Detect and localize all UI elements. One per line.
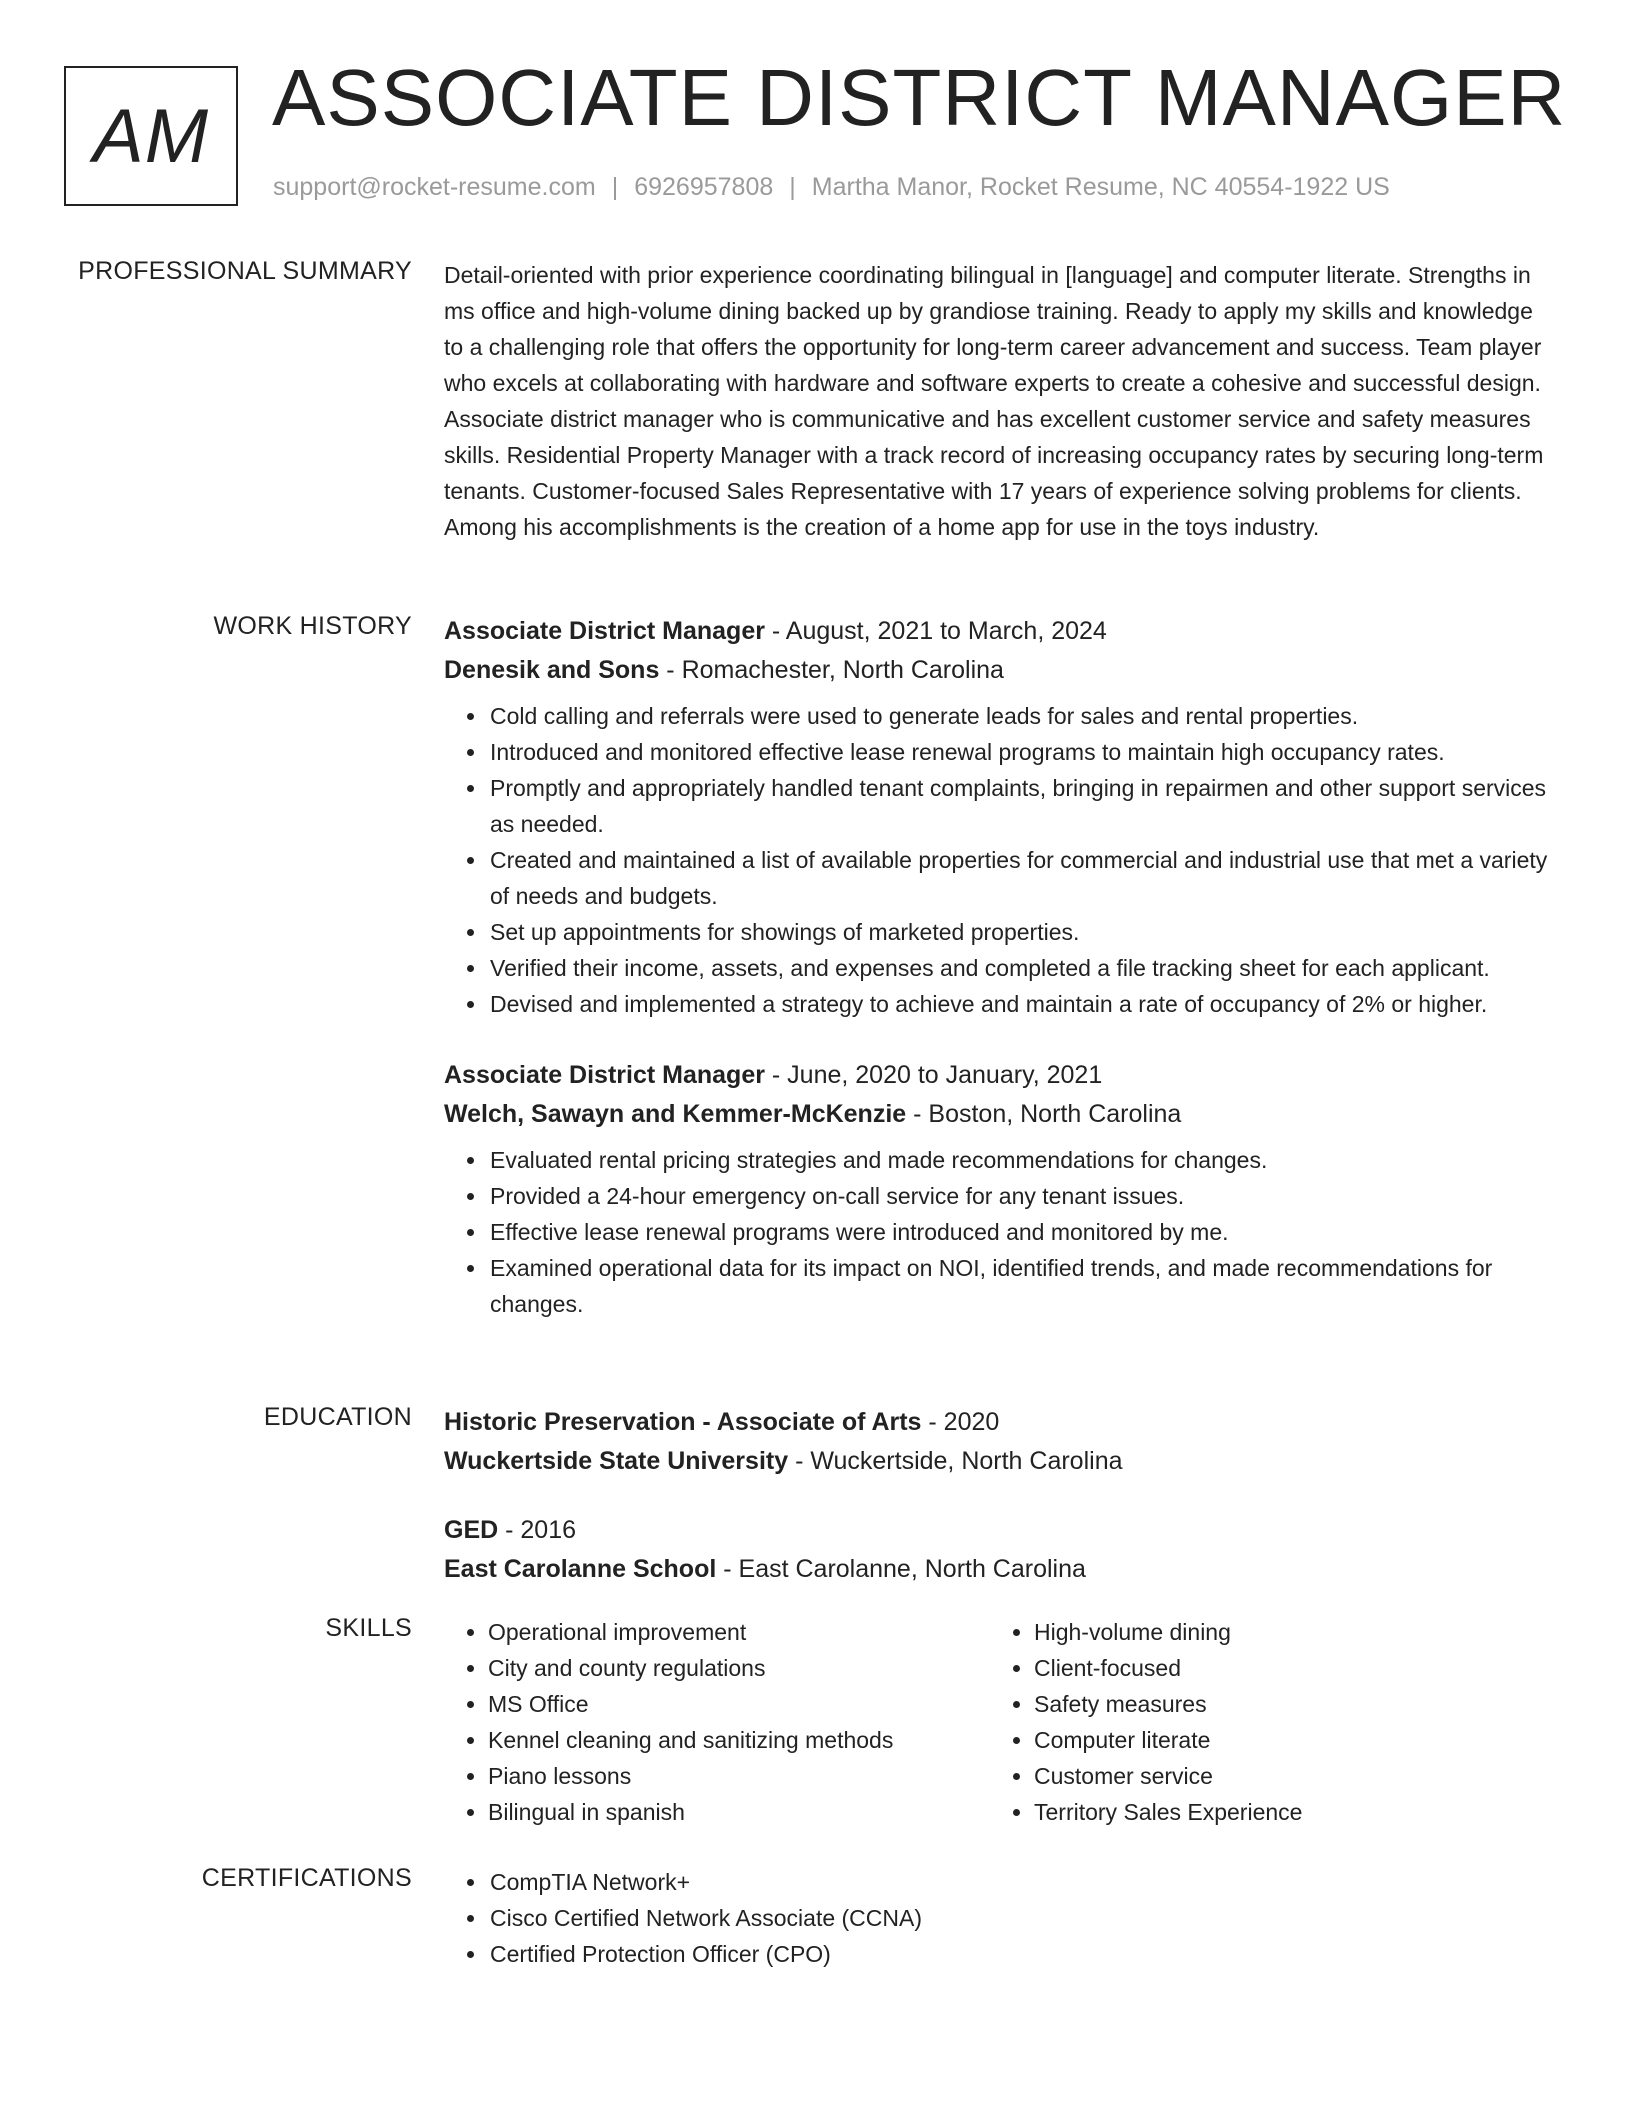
list-item: • Cold calling and referrals were used to generate leads for sales and rental properties. <box>488 698 1554 734</box>
school-line <box>444 1550 1554 1589</box>
list-item: • Promptly and appropriately handled tenant complaints, bringing in repairmen and other support services as needed. <box>488 770 1554 842</box>
job-company: Welch, Sawayn and Kemmer-McKenzie <box>444 1100 907 1128</box>
list-item: • Piano lessons <box>488 1758 990 1794</box>
contact-address: Martha Manor, Rocket Resume, NC 40554-1922 US <box>811 173 1390 201</box>
section-label-certifications: CERTIFICATIONS <box>201 1864 412 1892</box>
job-bullet-list <box>444 698 1554 1022</box>
job-entry <box>444 612 1554 1022</box>
certifications-body <box>444 1864 1554 1972</box>
job-company: Denesik and Sons <box>444 656 660 684</box>
job-title: Associate District Manager <box>444 617 765 645</box>
skills-column-right <box>990 1614 1302 1830</box>
job-company-line <box>444 651 1554 690</box>
contact-separator: | <box>789 173 796 201</box>
degree-year: - 2016 <box>498 1516 577 1544</box>
list-item: • Client-focused <box>1034 1650 1302 1686</box>
list-item: • Created and maintained a list of available properties for commercial and industrial use that met a variety of needs and budgets. <box>488 842 1554 914</box>
skills-columns <box>444 1614 1554 1830</box>
degree-line <box>444 1403 1554 1442</box>
list-item: • Examined operational data for its impact on NOI, identified trends, and made recommendations for changes. <box>488 1250 1554 1322</box>
job-company-line <box>444 1095 1554 1134</box>
list-item: • City and county regulations <box>488 1650 990 1686</box>
list-item: • MS Office <box>488 1686 990 1722</box>
skills-body <box>444 1614 1554 1830</box>
skills-column-left <box>444 1614 990 1830</box>
school-name: East Carolanne School <box>444 1555 717 1583</box>
school-name: Wuckertside State University <box>444 1447 789 1475</box>
school-location: - East Carolanne, North Carolina <box>716 1555 1086 1583</box>
degree-name: Historic Preservation - Associate of Arts <box>444 1408 922 1436</box>
degree-name: GED <box>444 1516 499 1544</box>
summary-text: Detail-oriented with prior experience coordinating bilingual in [language] and computer literate. Strengths in ms office and high-volume dining backed up by grandiose training. Ready to apply my skills and knowledge to a challenging role that offers the opportunity for long-term career advancement and success. Team player who excels at collaborating with hardware and software experts to create a cohesive and successful design. Associate district manager who is communicative and has excellent customer service and safety measures skills. Residential Property Manager with a track record of increasing occupancy rates by securing long-term tenants. Customer-focused Sales Representative with 17 years of experience solving problems for clients. Among his accomplishments is the creation of a home app for use in the toys industry. <box>444 262 1544 540</box>
contact-phone[interactable]: 6926957808 <box>634 173 774 201</box>
work-history-body <box>444 612 1554 1322</box>
list-item: • Territory Sales Experience <box>1034 1794 1302 1830</box>
list-item: • Customer service <box>1034 1758 1302 1794</box>
list-item: • High-volume dining <box>1034 1614 1302 1650</box>
skills-list-right <box>990 1614 1302 1830</box>
job-entry <box>444 1056 1554 1322</box>
list-item: • Operational improvement <box>488 1614 990 1650</box>
list-item: • Cisco Certified Network Associate (CCNA) <box>488 1900 1554 1936</box>
list-item: • Devised and implemented a strategy to achieve and maintain a rate of occupancy of 2% or higher. <box>488 986 1554 1022</box>
job-title-line <box>444 612 1554 651</box>
list-item: • Effective lease renewal programs were introduced and monitored by me. <box>488 1214 1554 1250</box>
list-item: • Verified their income, assets, and expenses and completed a file tracking sheet for each applicant. <box>488 950 1554 986</box>
list-item: • Introduced and monitored effective lease renewal programs to maintain high occupancy rates. <box>488 734 1554 770</box>
page-title: ASSOCIATE DISTRICT MANAGER <box>272 53 1567 142</box>
job-title: Associate District Manager <box>444 1061 765 1089</box>
list-item: • Set up appointments for showings of marketed properties. <box>488 914 1554 950</box>
school-line <box>444 1442 1554 1481</box>
education-body <box>444 1403 1554 1589</box>
summary-body <box>444 257 1554 545</box>
education-entry <box>444 1511 1554 1589</box>
list-item: • Kennel cleaning and sanitizing methods <box>488 1722 990 1758</box>
skills-list-left <box>444 1614 990 1830</box>
section-label-education: EDUCATION <box>263 1403 412 1431</box>
job-bullet-list <box>444 1142 1554 1322</box>
list-item: • CompTIA Network+ <box>488 1864 1554 1900</box>
list-item: • Safety measures <box>1034 1686 1302 1722</box>
section-label-work-history: WORK HISTORY <box>213 612 412 640</box>
certifications-list <box>444 1864 1554 1972</box>
education-entry <box>444 1403 1554 1481</box>
monogram-initials: AM <box>93 93 209 179</box>
job-dates: - August, 2021 to March, 2024 <box>764 617 1107 645</box>
list-item: • Certified Protection Officer (CPO) <box>488 1936 1554 1972</box>
contact-line <box>273 173 1390 202</box>
degree-line <box>444 1511 1554 1550</box>
list-item: • Evaluated rental pricing strategies and made recommendations for changes. <box>488 1142 1554 1178</box>
monogram-box <box>64 66 238 206</box>
list-item: • Provided a 24-hour emergency on-call service for any tenant issues. <box>488 1178 1554 1214</box>
school-location: - Wuckertside, North Carolina <box>788 1447 1123 1475</box>
degree-year: - 2020 <box>921 1408 1000 1436</box>
job-location: - Romachester, North Carolina <box>659 656 1004 684</box>
list-item: • Computer literate <box>1034 1722 1302 1758</box>
contact-email[interactable]: support@rocket-resume.com <box>273 173 596 201</box>
job-dates: - June, 2020 to January, 2021 <box>764 1061 1103 1089</box>
section-label-summary: PROFESSIONAL SUMMARY <box>78 257 412 285</box>
list-item: • Bilingual in spanish <box>488 1794 990 1830</box>
job-title-line <box>444 1056 1554 1095</box>
section-label-skills: SKILLS <box>325 1614 412 1642</box>
job-location: - Boston, North Carolina <box>906 1100 1182 1128</box>
contact-separator: | <box>611 173 619 201</box>
